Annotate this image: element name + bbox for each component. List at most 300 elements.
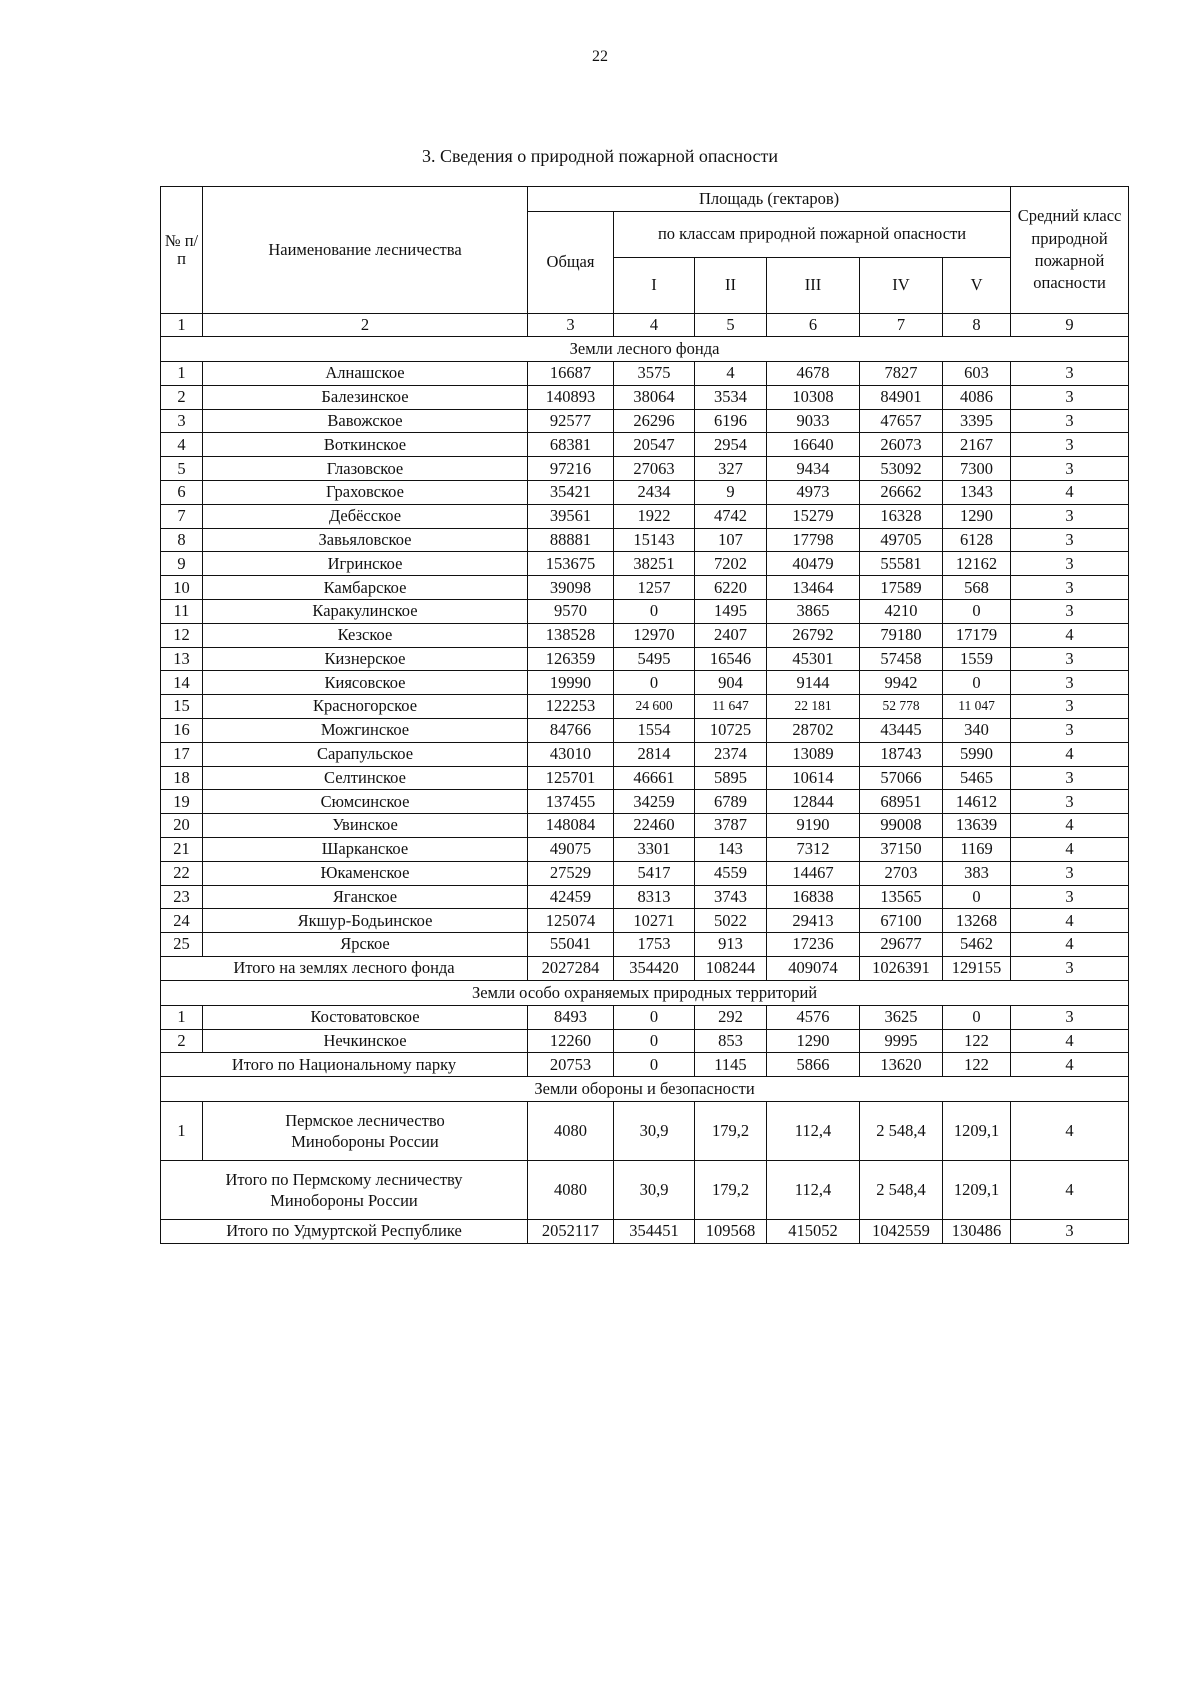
header-class-5: V [943,258,1011,314]
table-cell: Завьяловское [203,528,528,552]
table-cell: 38064 [614,385,695,409]
table-cell: 9033 [767,409,860,433]
table-cell: 383 [943,861,1011,885]
table-cell: Костоватовское [203,1005,528,1029]
total-cell: 20753 [528,1053,614,1077]
page-number: 22 [592,48,608,65]
table-row [161,457,1129,481]
header-avg-class: Средний класс природной пожарной опасности [1011,187,1129,314]
table-cell: 49705 [860,528,943,552]
table-cell: 3575 [614,362,695,386]
header-area: Площадь (гектаров) [528,187,1011,212]
total-cell: 112,4 [767,1161,860,1220]
table-cell: 5022 [695,909,767,933]
table-cell: Нечкинское [203,1029,528,1053]
grand-total-cell: 1042559 [860,1220,943,1244]
table-cell: 8 [161,528,203,552]
table-cell: 122253 [528,695,614,719]
table-cell: 10271 [614,909,695,933]
table-cell: 4210 [860,599,943,623]
table-cell: 6220 [695,576,767,600]
table-cell: 1290 [943,504,1011,528]
table-cell: 37150 [860,837,943,861]
section-row [161,337,1129,362]
table-cell: 4742 [695,504,767,528]
table-cell: 22460 [614,814,695,838]
table-cell: 3 [1011,790,1129,814]
table-cell: 122 [943,1029,1011,1053]
table-cell: 603 [943,362,1011,386]
table-cell: 853 [695,1029,767,1053]
table-cell: 9190 [767,814,860,838]
total-cell: 179,2 [695,1161,767,1220]
total-cell: 1209,1 [943,1161,1011,1220]
header-class-2: II [695,258,767,314]
table-cell: 148084 [528,814,614,838]
table-cell: 3 [1011,885,1129,909]
table-cell: Увинское [203,814,528,838]
table-row [161,647,1129,671]
table-row [161,790,1129,814]
table-cell: 55041 [528,933,614,957]
table-cell: 3 [1011,647,1129,671]
table-cell: 29413 [767,909,860,933]
table-cell: 3 [1011,695,1129,719]
table-cell: 137455 [528,790,614,814]
section-title: Земли лесного фонда [161,337,1129,362]
table-cell: Вавожское [203,409,528,433]
table-cell: 1343 [943,480,1011,504]
table-cell: Кизнерское [203,647,528,671]
total-cell: 4 [1011,1053,1129,1077]
table-cell: 28702 [767,718,860,742]
table-cell: 26296 [614,409,695,433]
table-cell: 5495 [614,647,695,671]
grand-total-label: Итого по Удмуртской Республике [161,1220,528,1244]
section-title: Земли особо охраняемых природных территорий [161,980,1129,1005]
table-cell: Ярское [203,933,528,957]
section-title: Земли обороны и безопасности [161,1077,1129,1102]
table-cell: 3 [1011,1005,1129,1029]
table-cell: 3 [1011,599,1129,623]
table-cell: 23 [161,885,203,909]
header-name: Наименование лесничества [203,187,528,314]
table-row [161,909,1129,933]
table-cell: 3 [1011,504,1129,528]
table-cell: 4 [1011,1029,1129,1053]
table-cell: 53092 [860,457,943,481]
table-row [161,362,1129,386]
table-row [161,695,1129,719]
table-cell: 84766 [528,718,614,742]
table-cell: Камбарское [203,576,528,600]
table-cell: 45301 [767,647,860,671]
table-cell: 7202 [695,552,767,576]
column-number: 2 [203,314,528,337]
table-cell: 10308 [767,385,860,409]
table-cell: 3787 [695,814,767,838]
total-cell: 1026391 [860,956,943,980]
table-cell: 19990 [528,671,614,695]
table-cell: Каракулинское [203,599,528,623]
table-cell: 15 [161,695,203,719]
table-cell: 0 [614,1029,695,1053]
table-cell: 1169 [943,837,1011,861]
table-cell: 1 [161,1005,203,1029]
table-row [161,433,1129,457]
table-row [161,599,1129,623]
total-cell: 2027284 [528,956,614,980]
table-cell: 10 [161,576,203,600]
table-cell: 3395 [943,409,1011,433]
table-cell: 27529 [528,861,614,885]
table-cell: Граховское [203,480,528,504]
table-cell: 67100 [860,909,943,933]
table-cell: 2 [161,1029,203,1053]
column-number: 3 [528,314,614,337]
table-cell: 1209,1 [943,1102,1011,1161]
table-cell: 4 [161,433,203,457]
table-cell: 5462 [943,933,1011,957]
table-cell: 22 [161,861,203,885]
table-cell: 26792 [767,623,860,647]
total-label: Итого на землях лесного фонда [161,956,528,980]
total-cell: 409074 [767,956,860,980]
header-total: Общая [528,212,614,314]
table-cell: 11 647 [695,695,767,719]
table-cell: 2 [161,385,203,409]
table-cell: 17589 [860,576,943,600]
table-cell: Алнашское [203,362,528,386]
header-by-class: по классам природной пожарной опасности [614,212,1011,258]
table-cell: 3 [1011,409,1129,433]
table-cell: 3 [1011,457,1129,481]
column-number: 5 [695,314,767,337]
table-cell: 35421 [528,480,614,504]
table-cell: 16546 [695,647,767,671]
table-cell: 3 [1011,385,1129,409]
table-cell: 10614 [767,766,860,790]
table-cell: 9 [695,480,767,504]
table-cell: 3865 [767,599,860,623]
table-cell: 39561 [528,504,614,528]
table-cell: 15143 [614,528,695,552]
table-cell: 3 [1011,433,1129,457]
table-cell: 3 [1011,552,1129,576]
header-class-3: III [767,258,860,314]
table-cell: Киясовское [203,671,528,695]
total-label: Итого по Пермскому лесничеству Минобороны России [161,1161,528,1220]
table-cell: Красногорское [203,695,528,719]
table-cell: 8493 [528,1005,614,1029]
total-cell: 129155 [943,956,1011,980]
table-cell: 4559 [695,861,767,885]
table-cell: 5895 [695,766,767,790]
table-row [161,576,1129,600]
column-number: 8 [943,314,1011,337]
table-cell: 21 [161,837,203,861]
table-cell: 1922 [614,504,695,528]
table-cell: 7300 [943,457,1011,481]
table-cell: Балезинское [203,385,528,409]
table-cell: 1257 [614,576,695,600]
table-cell: 34259 [614,790,695,814]
table-cell: 92577 [528,409,614,433]
table-cell: 3301 [614,837,695,861]
table-cell: 1753 [614,933,695,957]
table-cell: 79180 [860,623,943,647]
total-cell: 1145 [695,1053,767,1077]
table-cell: 16328 [860,504,943,528]
column-numbers-row [161,314,1129,337]
table-cell: 3743 [695,885,767,909]
total-cell: 354420 [614,956,695,980]
table-cell: Дебёсское [203,504,528,528]
table-cell: 20 [161,814,203,838]
column-number: 4 [614,314,695,337]
table-cell: 125701 [528,766,614,790]
table-cell: 10725 [695,718,767,742]
table-body [161,314,1129,1244]
table-cell: 13464 [767,576,860,600]
table-cell: 46661 [614,766,695,790]
table-cell: 2407 [695,623,767,647]
table-row [161,718,1129,742]
table-header [161,187,1129,314]
table-cell: 0 [943,1005,1011,1029]
table-cell: 153675 [528,552,614,576]
table-cell: 57066 [860,766,943,790]
table-row [161,1029,1129,1053]
table-cell: 0 [943,599,1011,623]
table-row [161,671,1129,695]
table-cell: 17 [161,742,203,766]
grand-total-row [161,1220,1129,1244]
table-cell: Воткинское [203,433,528,457]
table-row [161,933,1129,957]
total-row [161,956,1129,980]
table-row [161,623,1129,647]
table-cell: 1290 [767,1029,860,1053]
table-cell: 5465 [943,766,1011,790]
table-cell: 11 047 [943,695,1011,719]
total-cell: 13620 [860,1053,943,1077]
table-cell: Яганское [203,885,528,909]
table-cell: Шарканское [203,837,528,861]
table-cell: 9995 [860,1029,943,1053]
table-row [161,1102,1129,1161]
table-cell: 16687 [528,362,614,386]
table-cell: 0 [943,885,1011,909]
table-cell: 0 [614,671,695,695]
table-cell: 97216 [528,457,614,481]
table-cell: 7312 [767,837,860,861]
table-cell: 13268 [943,909,1011,933]
table-cell: 568 [943,576,1011,600]
table-cell: 4 [1011,814,1129,838]
table-cell: 20547 [614,433,695,457]
section-row [161,980,1129,1005]
grand-total-cell: 354451 [614,1220,695,1244]
table-cell: 11 [161,599,203,623]
column-number: 7 [860,314,943,337]
table-cell: 1 [161,362,203,386]
table-row [161,861,1129,885]
table-row [161,552,1129,576]
table-cell: Юкаменское [203,861,528,885]
table-cell: 3 [1011,861,1129,885]
table-row [161,528,1129,552]
table-cell: Глазовское [203,457,528,481]
document-title: 3. Сведения о природной пожарной опасности [421,146,779,166]
table-cell: 913 [695,933,767,957]
total-label: Итого по Национальному парку [161,1053,528,1077]
table-cell: 16838 [767,885,860,909]
table-row [161,814,1129,838]
table-cell: 9570 [528,599,614,623]
table-cell: 2703 [860,861,943,885]
table-cell: 2 548,4 [860,1102,943,1161]
table-cell: 904 [695,671,767,695]
table-cell: 68951 [860,790,943,814]
table-cell: 4973 [767,480,860,504]
header-class-4: IV [860,258,943,314]
table-row [161,766,1129,790]
grand-total-cell: 415052 [767,1220,860,1244]
table-cell: 26073 [860,433,943,457]
table-row [161,742,1129,766]
table-cell: 1559 [943,647,1011,671]
table-cell: 88881 [528,528,614,552]
table-cell: 25 [161,933,203,957]
total-cell: 4 [1011,1161,1129,1220]
table-row [161,480,1129,504]
total-cell: 4080 [528,1161,614,1220]
total-cell: 5866 [767,1053,860,1077]
table-row [161,885,1129,909]
table-cell: 4 [1011,742,1129,766]
table-cell: 4576 [767,1005,860,1029]
table-cell: 3625 [860,1005,943,1029]
table-cell: 4080 [528,1102,614,1161]
table-cell: 3 [1011,576,1129,600]
table-cell: 138528 [528,623,614,647]
table-cell: 4678 [767,362,860,386]
table-row [161,1005,1129,1029]
table-cell: 1495 [695,599,767,623]
table-cell: 4086 [943,385,1011,409]
table-cell: 15279 [767,504,860,528]
table-cell: 4 [1011,933,1129,957]
table-cell: 12844 [767,790,860,814]
table-cell: 40479 [767,552,860,576]
table-cell: 22 181 [767,695,860,719]
table-cell: 52 778 [860,695,943,719]
table-cell: 17179 [943,623,1011,647]
table-cell: 179,2 [695,1102,767,1161]
table-cell: 6128 [943,528,1011,552]
table-cell: 292 [695,1005,767,1029]
total-cell: 3 [1011,956,1129,980]
table-cell: 14612 [943,790,1011,814]
table-cell: 3 [1011,718,1129,742]
grand-total-cell: 130486 [943,1220,1011,1244]
table-cell: 12970 [614,623,695,647]
table-cell: 27063 [614,457,695,481]
table-cell: 24 [161,909,203,933]
table-cell: 18 [161,766,203,790]
table-cell: 2954 [695,433,767,457]
section-row [161,1077,1129,1102]
table-cell: 16640 [767,433,860,457]
table-cell: Сарапульское [203,742,528,766]
table-cell: 29677 [860,933,943,957]
table-cell: 7827 [860,362,943,386]
table-cell: 1 [161,1102,203,1161]
table-cell: 4 [695,362,767,386]
table-cell: 3 [1011,766,1129,790]
table-cell: 9942 [860,671,943,695]
column-number: 1 [161,314,203,337]
table-cell: 12162 [943,552,1011,576]
grand-total-cell: 3 [1011,1220,1129,1244]
header-num: № п/п [161,187,203,314]
fire-danger-table [160,186,1129,1244]
table-cell: 8313 [614,885,695,909]
table-cell: 9 [161,552,203,576]
column-number: 9 [1011,314,1129,337]
table-cell: 38251 [614,552,695,576]
table-cell: 68381 [528,433,614,457]
total-cell: 108244 [695,956,767,980]
table-cell: 43010 [528,742,614,766]
table-cell: Можгинское [203,718,528,742]
table-cell: 140893 [528,385,614,409]
table-cell: 4 [1011,837,1129,861]
table-cell: 125074 [528,909,614,933]
table-row [161,504,1129,528]
total-row [161,1161,1129,1220]
table-cell: 9144 [767,671,860,695]
grand-total-cell: 2052117 [528,1220,614,1244]
table-cell: 4 [1011,909,1129,933]
table-cell: 13565 [860,885,943,909]
table-cell: Кезское [203,623,528,647]
table-cell: 9434 [767,457,860,481]
table-cell: Пермское лесничество Минобороны России [203,1102,528,1161]
table-cell: 0 [614,599,695,623]
table-cell: 2814 [614,742,695,766]
table-cell: 4 [1011,480,1129,504]
table-cell: 0 [943,671,1011,695]
table-cell: 6196 [695,409,767,433]
table-cell: 3 [1011,671,1129,695]
table-row [161,837,1129,861]
table-cell: Игринское [203,552,528,576]
table-cell: 3 [1011,362,1129,386]
table-cell: 84901 [860,385,943,409]
table-cell: 340 [943,718,1011,742]
table-cell: 327 [695,457,767,481]
table-cell: 2434 [614,480,695,504]
table-cell: 2374 [695,742,767,766]
total-cell: 30,9 [614,1161,695,1220]
table-cell: 6 [161,480,203,504]
table-cell: 3 [1011,528,1129,552]
table-cell: Селтинское [203,766,528,790]
table-cell: 26662 [860,480,943,504]
table-cell: 126359 [528,647,614,671]
